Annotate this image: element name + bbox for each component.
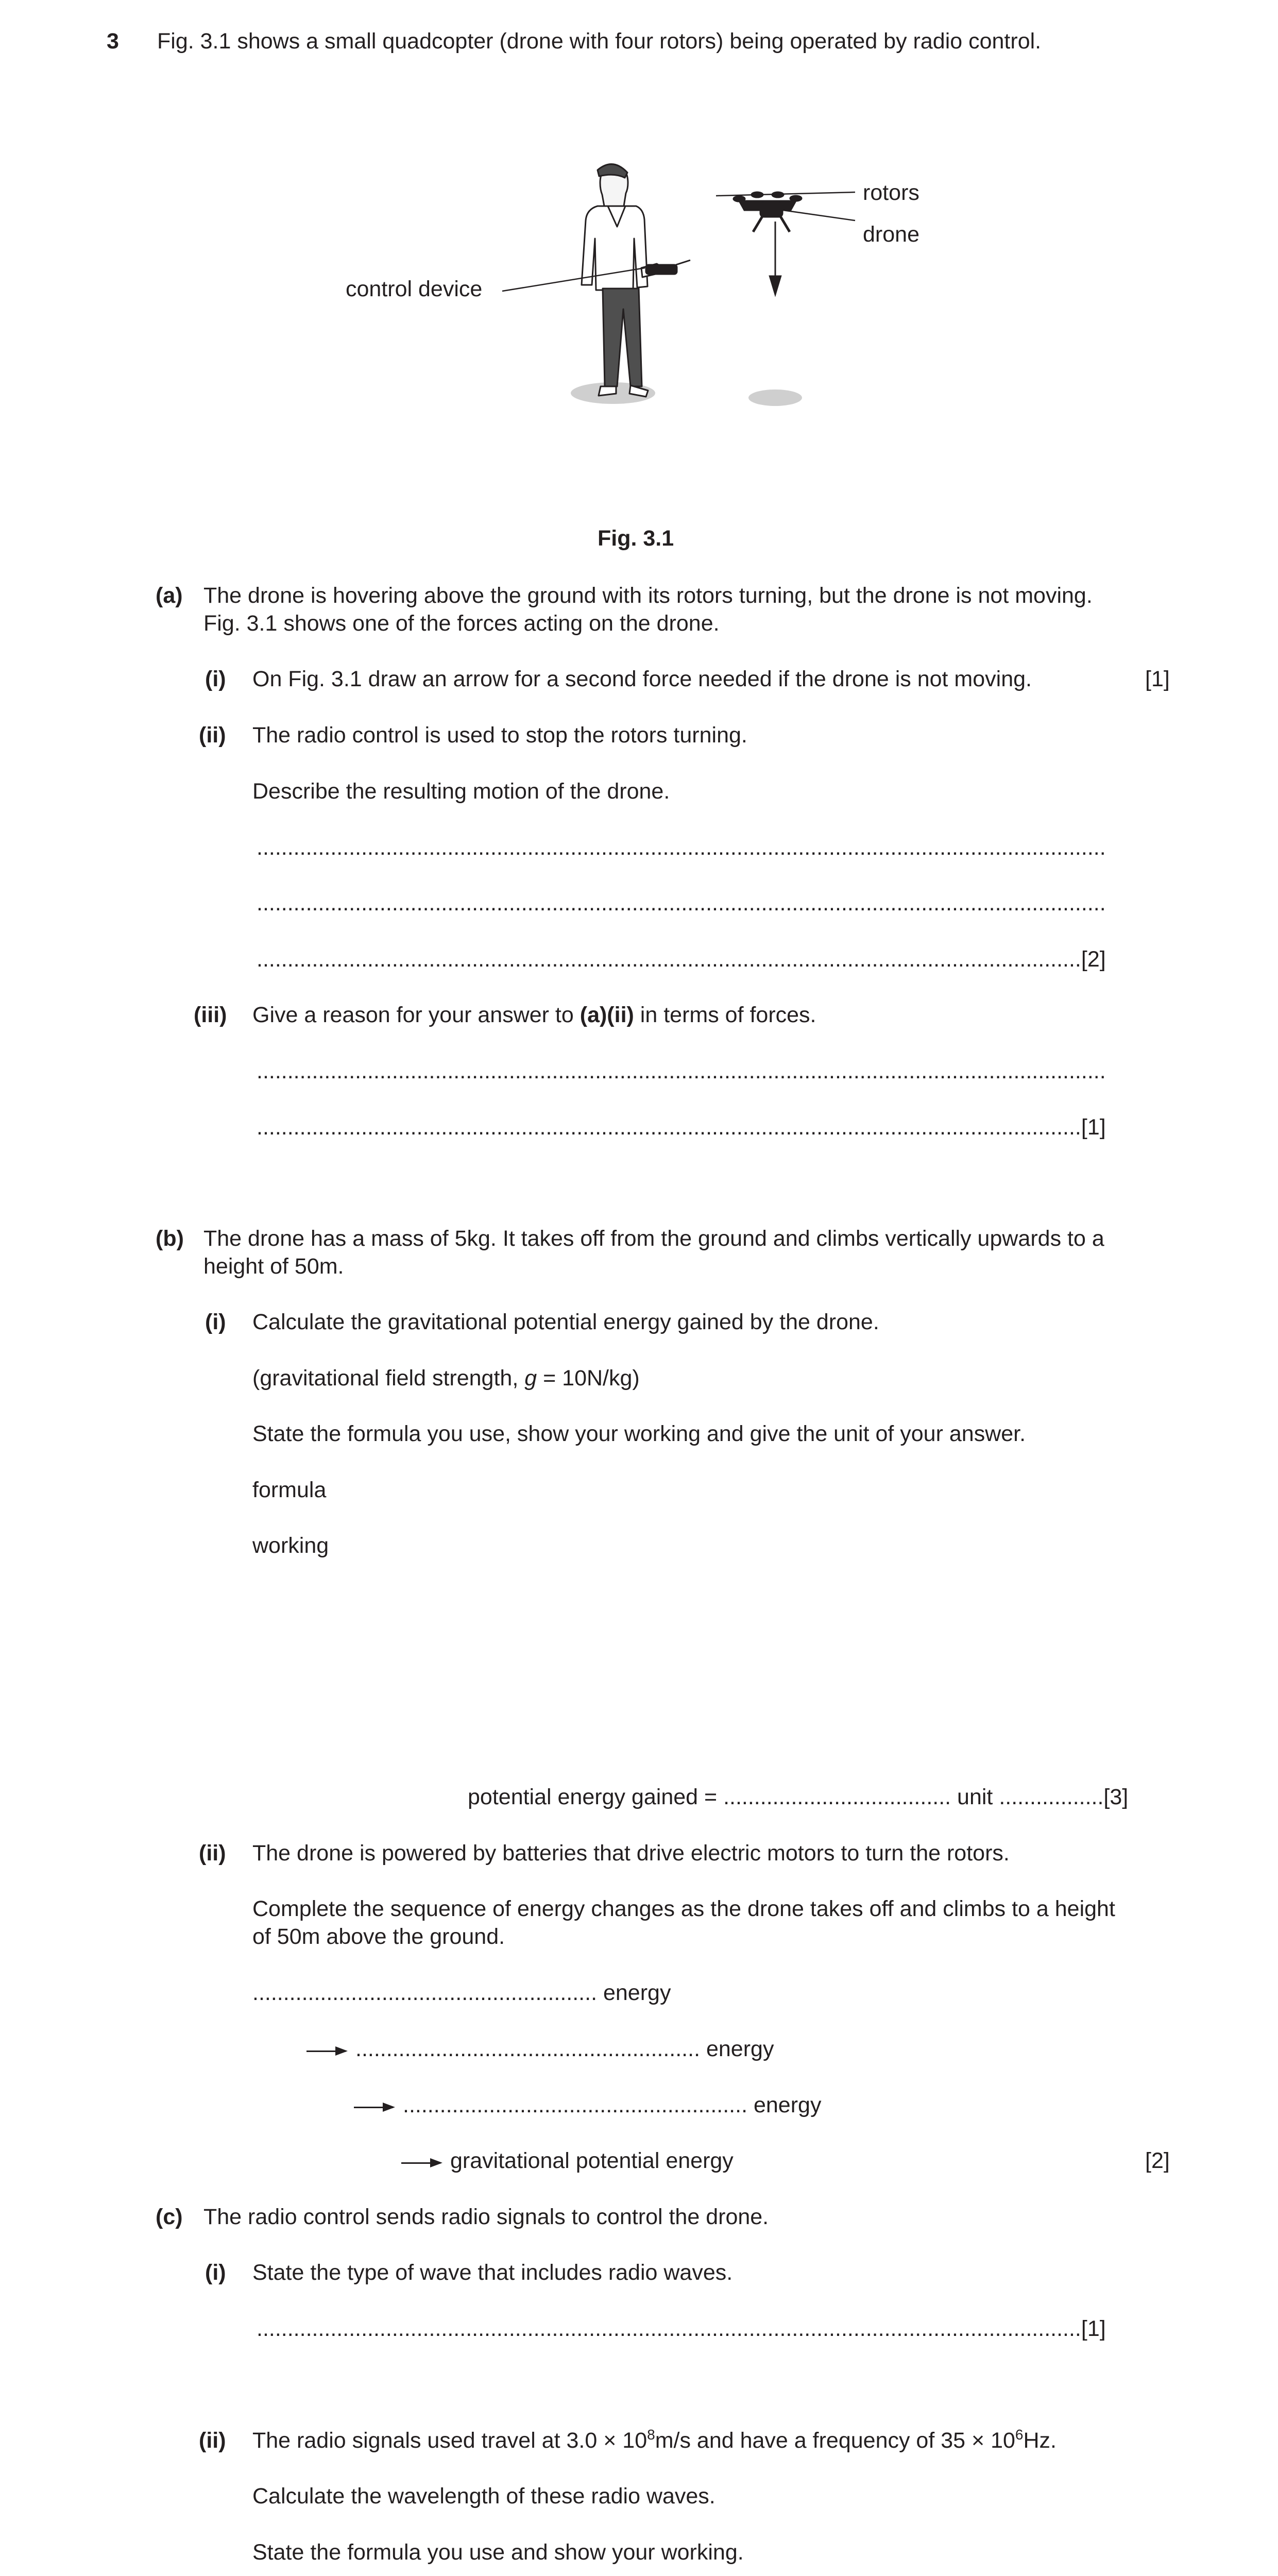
question-intro: Fig. 3.1 shows a small quadcopter (drone with four rotors) being operated by radio control. bbox=[157, 29, 1042, 54]
drone-illustration bbox=[716, 192, 855, 296]
part-b-i-text: Calculate the gravitational potential energy gained by the drone. bbox=[252, 1310, 879, 1334]
part-a-iii-answer-line-1[interactable]: .......................................................................................................................................... bbox=[257, 1059, 1106, 1083]
person-illustration bbox=[582, 164, 662, 397]
label-rotors: rotors bbox=[863, 180, 919, 205]
part-c-i-text: State the type of wave that includes radio waves. bbox=[252, 2260, 733, 2285]
part-a-i-marks: [1] bbox=[1145, 667, 1170, 691]
part-b-i-g-symbol: g bbox=[524, 1366, 537, 1391]
part-a-label: (a) bbox=[156, 583, 183, 608]
part-a-iii-text-before: Give a reason for your answer to bbox=[252, 1003, 580, 1027]
part-a-ii-answer-line-1[interactable]: .......................................................................................................................................... bbox=[257, 835, 1106, 860]
part-c-i-label: (i) bbox=[205, 2260, 226, 2285]
part-a-iii-text bbox=[252, 1002, 816, 1029]
part-a-ii-answer-line-2[interactable]: .......................................................................................................................................... bbox=[257, 891, 1106, 916]
part-b-i-g-after: = 10N/kg) bbox=[537, 1366, 640, 1391]
part-b-i-instruction: State the formula you use, show your working and give the unit of your answer. bbox=[252, 1421, 1026, 1446]
part-a-ii-text: The radio control is used to stop the rotors turning. bbox=[252, 723, 747, 748]
label-drone: drone bbox=[863, 222, 919, 247]
part-b-i-answer-line[interactable]: potential energy gained = ..................................... unit .................[3] bbox=[468, 1785, 1129, 1809]
arrow-icon bbox=[306, 2050, 346, 2052]
part-a-i-text: On Fig. 3.1 draw an arrow for a second force needed if the drone is not moving. bbox=[252, 667, 1032, 691]
energy-sequence-step-3[interactable]: ........................................................ energy bbox=[403, 2093, 822, 2117]
part-b-i-g-before: (gravitational field strength, bbox=[252, 1366, 525, 1391]
part-a-iii-text-after: in terms of forces. bbox=[634, 1003, 816, 1027]
part-a-iii-ref: (a)(ii) bbox=[580, 1003, 634, 1027]
part-c-ii-prompt: Calculate the wavelength of these radio waves. bbox=[252, 2484, 715, 2509]
part-b-ii-prompt-line1: Complete the sequence of energy changes as the drone takes off and climbs to a height bbox=[252, 1896, 1115, 1921]
part-c-i-answer-line[interactable]: ......................................................................................................................................[1] bbox=[257, 2316, 1106, 2341]
part-b-i-g-value bbox=[252, 1365, 640, 1393]
part-a-ii-answer-line-3[interactable]: ......................................................................................................................................[2] bbox=[257, 947, 1106, 972]
part-a-iii-label: (iii) bbox=[194, 1003, 227, 1027]
part-a-ii-label: (ii) bbox=[199, 723, 226, 748]
part-c-ii-text-1: The radio signals used travel at 3.0 × 10 bbox=[252, 2428, 647, 2453]
part-c-ii-text bbox=[252, 2427, 1057, 2455]
label-control-device: control device bbox=[346, 277, 483, 301]
part-b-label: (b) bbox=[156, 1226, 184, 1251]
part-b-i-working-label: working bbox=[252, 1533, 329, 1558]
part-c-ii-label: (ii) bbox=[199, 2428, 226, 2453]
drone-shadow bbox=[748, 389, 802, 406]
energy-sequence-step-1[interactable]: ........................................................ energy bbox=[252, 1980, 671, 2005]
part-b-stem-line1: The drone has a mass of 5kg. It takes off from the ground and climbs vertically upwards to a bbox=[203, 1226, 1104, 1251]
part-b-ii-text: The drone is powered by batteries that drive electric motors to turn the rotors. bbox=[252, 1841, 1010, 1866]
part-a-stem-line1: The drone is hovering above the ground with its rotors turning, but the drone is not moving. bbox=[203, 583, 1093, 608]
part-c-label: (c) bbox=[156, 2205, 183, 2229]
part-c-ii-exponent-1: 8 bbox=[647, 2427, 655, 2443]
part-b-i-label: (i) bbox=[205, 1310, 226, 1334]
part-a-iii-answer-line-2[interactable]: ......................................................................................................................................[1] bbox=[257, 1115, 1106, 1140]
part-a-ii-prompt: Describe the resulting motion of the drone. bbox=[252, 779, 670, 804]
part-c-ii-exponent-2: 6 bbox=[1015, 2427, 1024, 2443]
part-b-ii-label: (ii) bbox=[199, 1841, 226, 1866]
arrow-icon bbox=[354, 2107, 393, 2108]
question-number: 3 bbox=[107, 29, 119, 54]
part-a-i-label: (i) bbox=[205, 667, 226, 691]
part-b-stem-line2: height of 50m. bbox=[203, 1254, 344, 1279]
part-c-ii-text-2: m/s and have a frequency of 35 × 10 bbox=[655, 2428, 1015, 2453]
part-c-ii-instruction: State the formula you use and show your working. bbox=[252, 2540, 744, 2565]
part-b-i-formula-label: formula bbox=[252, 1478, 327, 1502]
part-b-ii-prompt-line2: of 50m above the ground. bbox=[252, 1924, 505, 1949]
part-a-stem-line2: Fig. 3.1 shows one of the forces acting on the drone. bbox=[203, 611, 720, 636]
energy-sequence-step-4: gravitational potential energy bbox=[450, 2148, 734, 2173]
figure-caption: Fig. 3.1 bbox=[598, 526, 674, 551]
arrow-icon bbox=[401, 2162, 440, 2164]
part-c-stem: The radio control sends radio signals to control the drone. bbox=[203, 2205, 769, 2229]
energy-sequence-step-2[interactable]: ........................................................ energy bbox=[355, 2037, 774, 2061]
part-b-ii-marks: [2] bbox=[1145, 2148, 1170, 2173]
control-device-illustration bbox=[646, 260, 690, 274]
part-c-ii-text-3: Hz. bbox=[1023, 2428, 1057, 2453]
